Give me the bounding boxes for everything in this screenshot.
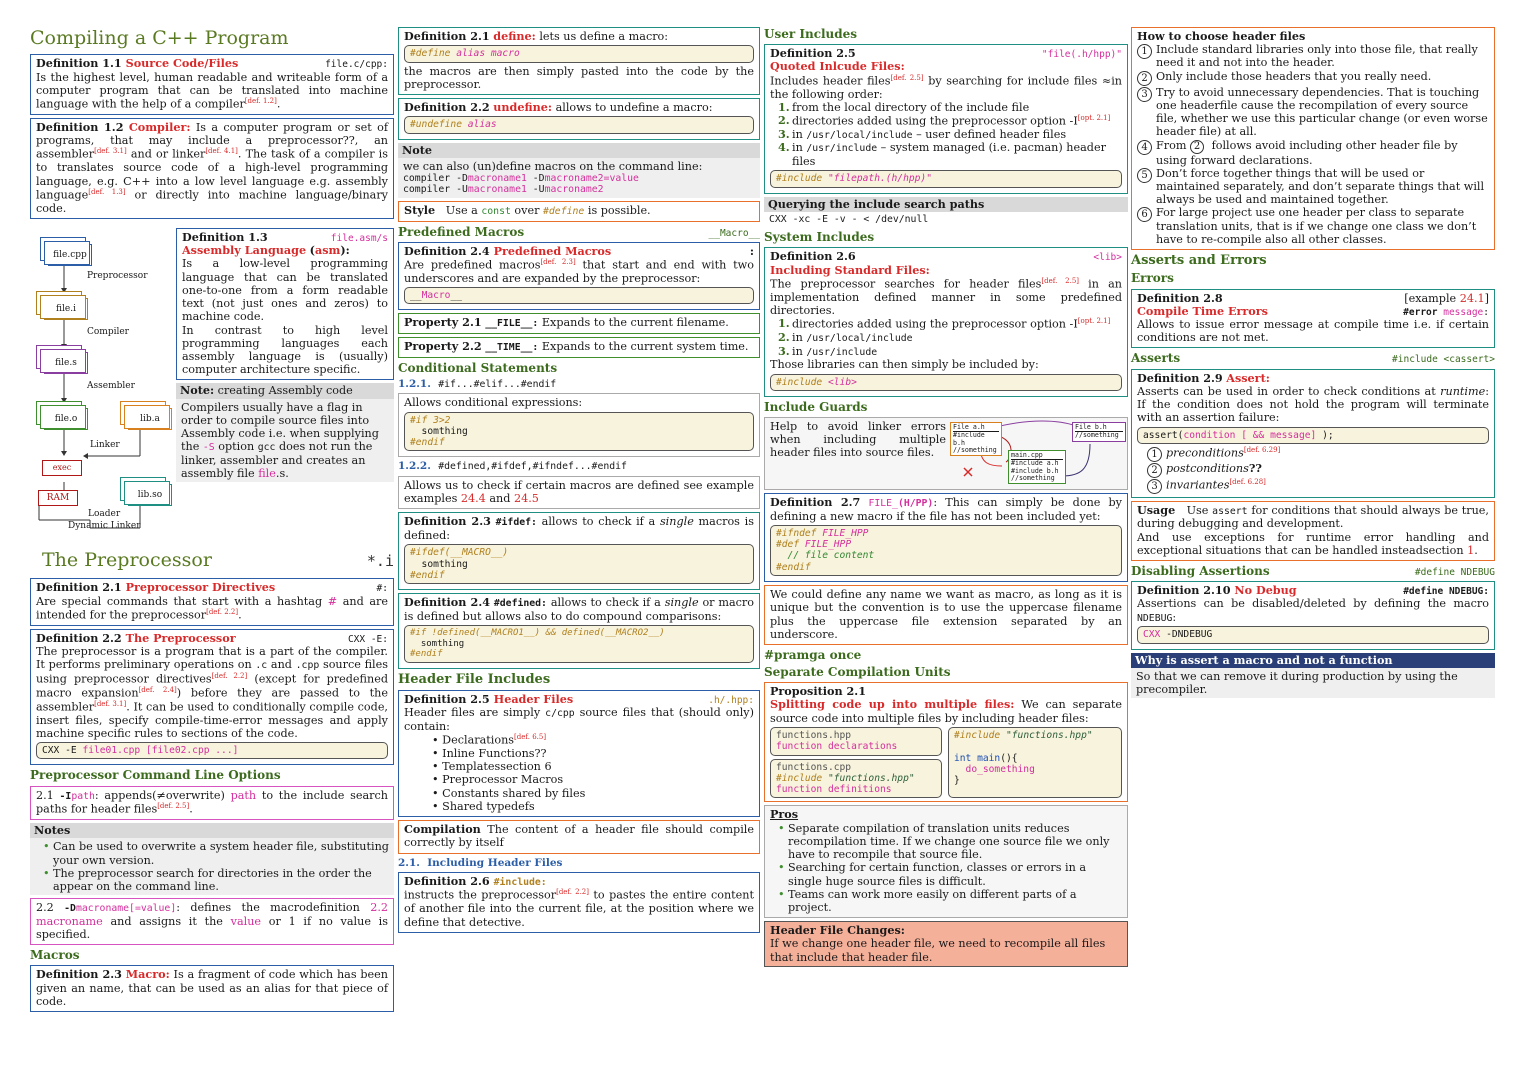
option-2-1: 2.1 -Ipath: appends(≠overwrite) path to the include search paths for header files[def. 2.5]. [30,786,394,821]
list-item: 5 Don’t force together things that will be used or maintained separately, and don’t separate things that will always be used and maintained together. [1137,167,1489,207]
definition-2-5-quoted: Definition 2.5 "file(.h/hpp)" Quoted Inlcude Files: Includes header files[def. 2.5] by searching for include files ≈in the following order: 1. from the local directory of the include file 2. directories added using the preprocessor option -I[opt. 2.1] 3. in /usr/local/include – user defined header files 4. in /usr/include – system managed (i.e. pacman) header files #include "filepath.(h/hpp)" [764,44,1128,193]
assembler-label: Assembler [87,381,135,392]
section-separate-compilation: Separate Compilation Units [764,665,951,680]
how-to-choose-header-files: How to choose header files 1 Include standard libraries only into those file, that really need it and not into the header. 2 Only include those headers that you really need. 3 Try to avoid unnecessary dependencies. That is touching one headerfile cause the recompilation of every source file, whether we use this particular change (or even worse header file) at all. 4 From 2 follows avoid including other header file by using forward declarations. 5 Don’t force together things that will be used or maintained separately, and don’t separate things that will always be used and maintained together. 6 For large project use one header per class to separate translation units, that is if we change one class we don’t have to re-compile also all other classes. [1131,27,1495,250]
file-o-node: file.o [44,408,88,430]
list-item: • Declarations[def. 6.5] [432,733,754,747]
list-item: 3. in /usr/local/include – user defined header files [778,126,1067,141]
subsection-including-header-files: 2.1. Including Header Files [398,856,563,869]
definition-1-2: Definition 1.2 Compiler: Is a computer program or set of programs, that may include a preprocessor??, an assembler[def. 3.1] and or linker[def. 4.1]. The task of a compiler is to translates source code of a high-level programming language, e.g. C++ into a low level language e.g. assembly language[def. 1.3] or directly into machine language/binary code. [30,118,394,219]
definition-1-3: Definition 1.3 file.asm/s Assembly Language (asm): Is a low-level programming language that can be translated one-to-one from a form readable text (not just ones and zeros) to machine code. In contrast to high level programming languages each assembly language is (usually) computer architecture specific. [176,228,394,380]
section-cmdline-options: Preprocessor Command Line Options [30,768,281,783]
column-1 [30,27,394,1012]
list-item: 2. in /usr/local/include [778,330,913,345]
definition-2-9-assert: Definition 2.9 Assert: Asserts can be used in order to check conditions at runtime: If the condition does not hold the program will terminate with an assertion failure: assert(condition [ && message] ); 1 preconditions[def. 6.29] 2 postconditions?? 3 invariantes[def. 6.28] [1131,369,1495,498]
include-guards-box: Help to avoid linker errors when including multiple header files into source files. File a.h #include b.h //something File b.h //something main.cpp #include a.h #include b.h //something [764,417,1128,490]
list-item: 1. directories added using the preprocessor option -I[opt. 2.1] [778,316,1111,332]
section-predefined-macros: Predefined Macros __Macro__ [398,224,760,239]
note-cmdline-define: Note we can also (un)define macros on the command line: compiler -Dmacroname1 -Dmacroname2=value compiler -Umacroname1 -Umacroname2 [398,143,760,199]
list-item: 3 invariantes[def. 6.28] [1147,478,1489,494]
conditional-if-box: Allows conditional expressions: #if 3>2 somthing #endif [398,393,760,457]
column-2 [398,27,760,933]
section-errors: Errors [1131,271,1174,286]
list-item: • Teams can work more easily on different parts of a project. [780,888,1122,914]
why-assert-macro: Why is assert a macro and not a function So that we can remove it during production by using the precompiler. [1131,653,1495,699]
section-macros: Macros [30,948,80,963]
file-cpp-node: file.cpp [48,244,92,266]
file-a-h-node: File a.h #include b.h //something [950,422,1002,456]
definition-2-2-preprocessor: Definition 2.2 The Preprocessor CXX -E: The preprocessor is a program that is a part of the compiler. It performs preliminary operations on .c and .cpp source files using preprocessor directives[def. 2.2] (except for predefined macro expansion[def. 2.4]) before they are passed to the assembler[def. 3.1]. It can be used to conditionally compile code, insert files, specify compile-time-error messages and apply machine specific rules to sections of the code. CXX -E file01.cpp [file02.cpp ...] [30,629,394,766]
lib-so-node: lib.so [128,484,172,506]
list-item: • Searching for certain function, classes or errors in a single huge source files is difficult. [780,861,1122,887]
loader-label: Loader [88,509,121,520]
section-pragma-once: #pramga once [764,647,862,662]
note-naming-convention: We could define any name we want as macro, as long as it is unique but the convention is to use the uppercase filename plus the uppercase file extension separated by an underscore. [764,585,1128,645]
functions-hpp-block: functions.hpp function declarations [770,727,942,756]
subsection-1-2-2: 1.2.2. #defined,#ifdef,#ifndef...#endif [398,460,627,473]
functions-cpp-block: functions.cpp #include "functions.hpp" function definitions [770,759,942,799]
property-2-2: Property 2.2 __TIME__: Expands to the current system time. [398,337,760,358]
definition-2-8-errors: Definition 2.8 [example 24.1] Compile Time Errors #error message: Allows to issue error message at compile time i.e. if certain conditions are not met. [1131,289,1495,349]
compiler-label: Compiler [87,327,129,338]
include-guard-diagram [950,420,1122,486]
header-file-changes-box: Header File Changes: If we change one header file, we need to recompile all files that include that header file. [764,921,1128,967]
lib-a-node: lib.a [128,408,172,430]
dynamic-linker-label: Dynamic Linker [68,521,141,532]
list-item: 2 Only include those headers that you really need. [1137,70,1489,86]
section-conditional-statements: Conditional Statements [398,360,558,375]
notes-block: Notes • Can be used to overwrite a system header file, substituting your own version. • The preprocessor search for directories in the order the appear on the command line. [30,823,394,895]
linker-label: Linker [90,440,120,451]
list-item: 3. in /usr/include [778,343,878,358]
list-item: 1. from the local directory of the include file [778,99,1030,114]
list-item: 6 For large project use one header per class to separate translation units, that is if we change one class we don’t have to re-compile also all other classes. [1137,206,1489,246]
option-2-2: 2.2 -Dmacroname[=value]: defines the macrodefinition 2.2 macroname and assigns it the value or 1 if no value is specified. [30,898,394,945]
section-asserts: Asserts #include <cassert> [1131,351,1495,366]
list-item: 2. directories added using the preprocessor option -I[opt. 2.1] [778,112,1111,128]
definition-2-2-undefine: Definition 2.2 undefine: allows to undefine a macro: #undefine alias [398,98,760,140]
definition-2-6-include: Definition 2.6 #include: instructs the preprocessor[def. 2.2] to pastes the entire content of another file into the current file, at the position where we define that detective. [398,872,760,933]
definition-2-10-no-debug: Definition 2.10 No Debug #define NDEBUG: Assertions can be disabled/deleted by defining the macro NDEBUG: CXX -DNDEBUG [1131,581,1495,649]
list-item: • Inline Functions?? [432,747,754,760]
definition-2-4-defined: Definition 2.4 #defined: allows to check if a single or macro is defined but allows also to do compound comparisons: #if !defined(__MACRO1__) && defined(__MACRO2__) somthing #endif [398,593,760,669]
style-box: Style Use a const over #define is possible. [398,201,760,222]
list-item: 1 preconditions[def. 6.29] [1147,446,1489,462]
list-item: 2 postconditions?? [1147,462,1489,478]
file-i-node: file.i [44,298,88,320]
proposition-2-1: Proposition 2.1 Splitting code up into multiple files: We can separate source code into multiple files by including header files: functions.hpp function declarations functions.cpp #include "functions.hpp" function definitions #include "functions.hpp" int main(){ do_something } [764,682,1128,802]
section-title-preprocessor: The Preprocessor *.i [42,549,394,572]
section-user-includes: User Includes [764,27,858,41]
list-item: • Shared typedefs [432,800,754,813]
list-item: • Can be used to overwrite a system header file, substituting your own version. [45,840,389,866]
query-include-paths: Querying the include search paths CXX -xc -E -v - < /dev/null [764,197,1128,228]
list-item: • The preprocessor search for directories in the order the appear on the command line. [45,867,389,893]
definition-2-4-predefined: Definition 2.4 Predefined Macros : Are predefined macros[def. 2.3] that start and end with two underscores and are expanded by the preprocessor: __Macro__ [398,242,760,311]
section-include-guards: Include Guards [764,399,868,414]
pros-box: Pros • Separate compilation of translation units reduces recompilation time. If we change one source file we only have to recompile that source file. • Searching for certain function, classes or errors in a single huge source files is difficult. • Teams can work more easily on different parts of a project. [764,805,1128,918]
subsection-1-2-1: 1.2.1. #if...#elif...#endif [398,377,557,390]
definition-2-7-guard-macro: Definition 2.7 FILE_(H/PP): This can simply be done by defining a new macro if the file has not been included yet: #ifndef FILE_HPP #def FILE_HPP // file content #endif [764,493,1128,582]
usage-box: Usage Use assert for conditions that should always be true, during debugging and development. And use exceptions for runtime error handling and exceptional situations that can be handled insteadsection 1. [1131,501,1495,561]
column-4 [1131,27,1495,698]
file-s-node: file.s [44,352,88,374]
list-item: • Templatessection 6 [432,760,754,773]
list-item: • Separate compilation of translation units reduces recompilation time. If we change one source file we only have to recompile that source file. [780,822,1122,862]
list-item: 3 Try to avoid unnecessary dependencies. That is touching one headerfile cause the recompilation of every source file, whether we use this particular change (or even worse header file) at all. [1137,86,1489,139]
column-3 [764,27,1128,967]
ram-node: RAM [38,490,78,506]
section-disabling-assertions: Disabling Assertions #define NDEBUG [1131,564,1495,579]
main-cpp-block: #include "functions.hpp" int main(){ do_something } [948,727,1122,799]
list-item: • Preprocessor Macros [432,773,754,786]
definition-1-1: Definition 1.1 Source Code/Files file.c/cpp: Is the highest level, human readable and writeable form of a computer program that can be translated into machine language with the help of a compiler[def. 1.2]. [30,54,394,115]
note-assembly-code: Note: creating Assembly code Compilers usually have a flag in order to compile source files into Assembly code i.e. when supplying the -S option gcc does not run the linker, assembler and creates an assembly file file.s. [176,383,394,482]
definition-2-6-standard-files: Definition 2.6 <lib> Including Standard Files: The preprocessor searches for header files[def. 2.5] in an implementation defined manner in some predefined directories. 1. directories added using the preprocessor option -I[opt. 2.1] 2. in /usr/local/include 3. in /usr/include Those libraries can then simply be included by: #include <lib> [764,247,1128,396]
list-item: 1 Include standard libraries only into those file, that really need it and not into the header. [1137,43,1489,69]
definition-2-5-header-files: Definition 2.5 Header Files .h/.hpp: Header files are simply c/cpp source files that (should only) contain: • Declarations[def. 6.5] • Inline Functions?? • Templatessection 6 • Preprocessor Macros • Constants shared by files • Shared typedefs [398,690,760,817]
compilation-pipeline-diagram [30,228,172,538]
definition-2-1-directives: Definition 2.1 Preprocessor Directives #: Are special commands that start with a hashtag # and are intended for the preprocessor[def. 2.2]. [30,578,394,625]
section-title-compiling: Compiling a C++ Program [30,27,289,49]
section-system-includes: System Includes [764,230,875,245]
file-b-h-node: File b.h //something [1072,422,1126,442]
list-item: • Constants shared by files [432,787,754,800]
list-item: 4 From 2 follows avoid including other header file by using forward declarations. [1137,139,1489,167]
code-cxx-e: CXX -E file01.cpp [file02.cpp ...] [36,742,388,759]
list-item: 4. in /usr/include – system managed (i.e. pacman) header files [778,140,1106,169]
section-header-file-includes: Header File Includes [398,671,551,687]
property-2-1: Property 2.1 __FILE__: Expands to the current filename. [398,313,760,334]
exec-node: exec [42,460,82,476]
definition-2-3-ifdef: Definition 2.3 #ifdef: allows to check if a single macros is defined: #ifdef(__MACRO__) somthing #endif [398,512,760,590]
definition-2-3-macro: Definition 2.3 Macro: Is a fragment of code which has been given an name, that can be used as an alias for that piece of code. [30,965,394,1012]
conditional-defined-box: Allows us to check if certain macros are defined see example examples 24.4 and 24.5 [398,476,760,509]
definition-2-1-define: Definition 2.1 define: lets us define a macro: #define alias macro the macros are then simply pasted into the code by the preprocessor. [398,27,760,95]
main-cpp-node: main.cpp #include a.h #include b.h //something [1008,450,1066,484]
preprocessor-label: Preprocessor [87,271,148,282]
compilation-box: Compilation The content of a header file should compile correctly by itself [398,820,760,853]
section-asserts-errors: Asserts and Errors [1131,253,1267,269]
